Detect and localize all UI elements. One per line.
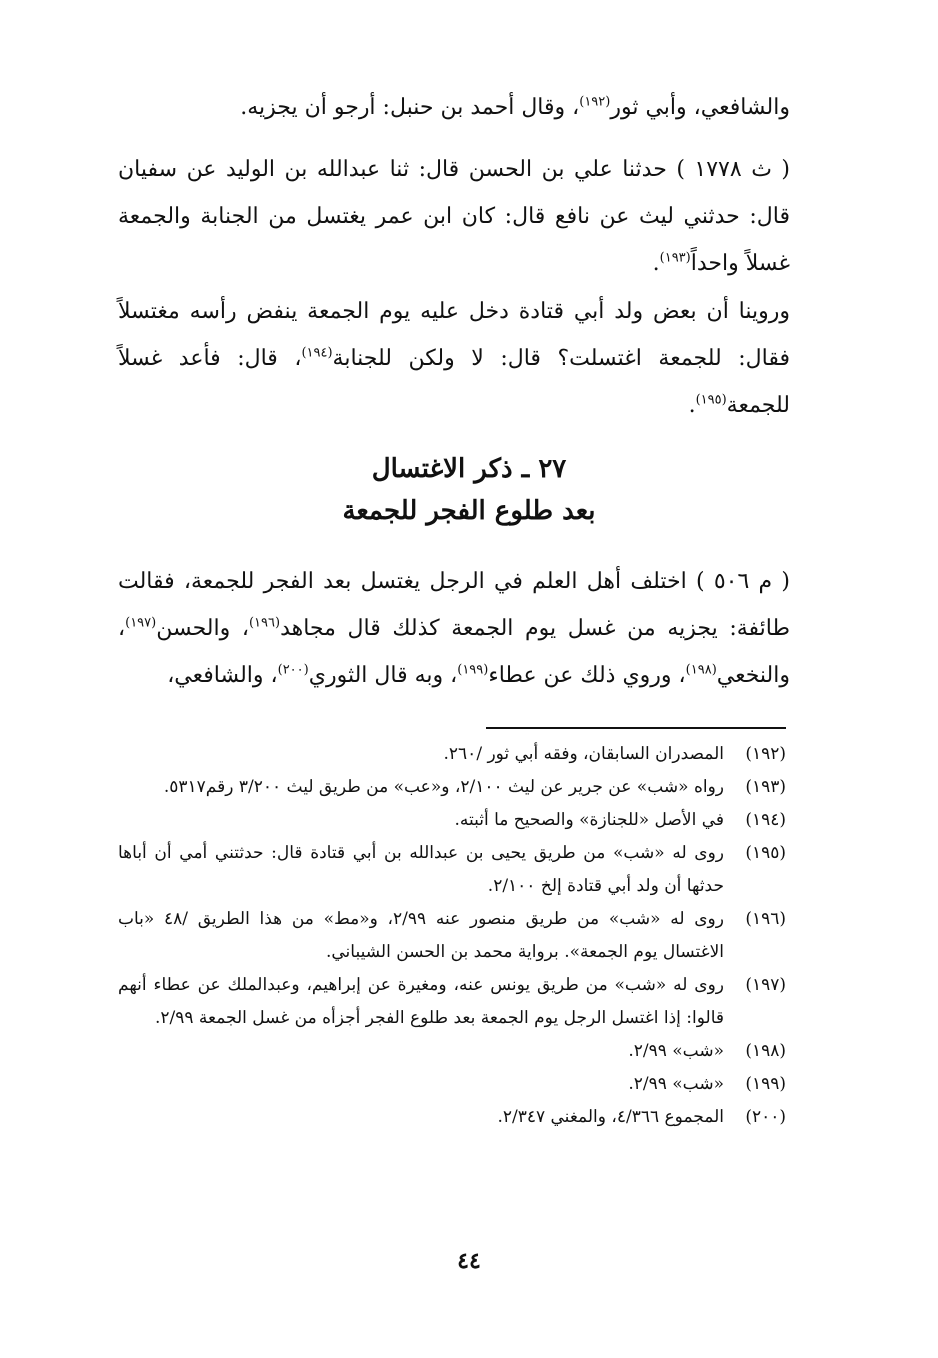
footnote-text: المجموع ٤/٣٦٦، والمغني ٢/٣٤٧. [497,1107,724,1127]
footnote-text: في الأصل «للجنازة» والصحيح ما أثبته. [454,810,724,830]
footnote-text: روى له «شب» من طريق يحيى بن عبدالله بن أبي قتادة قال: حدثتني أمي أن أباها حدثها أن ولد أبي قتادة إلخ ٢/١٠٠. [118,843,724,896]
paragraph-3 [118,288,790,429]
footnote-number: (١٩٧) [745,975,786,995]
footnote-198 [118,1035,786,1068]
footnote-number: (١٩٩) [745,1074,786,1094]
footnote-ref-196[interactable]: (١٩٦) [248,615,281,631]
paragraph-4-text-d: ، وروي ذلك عن عطاء [488,663,686,688]
footnote-199 [118,1068,786,1101]
paragraph-4 [118,558,790,699]
paragraph-4-text-a: ( م ٥٠٦ ) اختلف أهل العلم في الرجل يغتسل بعد الفجر للجمعة، فقالت طائفة: يجزيه من غسل يوم الجمعة كذلك قال مجاهد [118,569,791,641]
footnote-196 [118,903,786,969]
footnote-ref-197[interactable]: (١٩٧) [125,615,157,631]
footnote-193 [118,771,786,804]
footnote-number: (٢٠٠) [745,1107,786,1127]
footnote-text: «شب» ٢/٩٩. [628,1041,724,1061]
footnote-number: (١٩٢) [745,744,786,764]
footnote-ref-194[interactable]: (١٩٤) [301,345,333,361]
paragraph-3-text-c: . [688,393,696,418]
paragraph-2-text-b: . [652,251,660,276]
footnote-text: روى له «شب» من طريق منصور عنه ٢/٩٩، و«مط» من هذا الطريق /٤٨ «باب الاغتسال يوم الجمعة». برواية محمد بن الحسن الشيباني. [118,909,724,962]
footnote-number: (١٩٣) [745,777,786,797]
paragraph-4-text-c: ، والنخعي [118,616,790,688]
footnote-192 [118,738,786,771]
footnote-194 [118,804,786,837]
paragraph-4-text-e: ، وبه قال الثوري [308,663,458,688]
section-heading-line-2: بعد طلوع الفجر للجمعة [342,496,596,526]
footnote-200 [118,1101,786,1134]
footnote-text: رواه «شب» عن جرير عن ليث ٢/١٠٠، و«عب» من طريق ليث ٣/٢٠٠ رقم٥٣١٧. [163,777,724,797]
paragraph-2-text-a: ( ث ١٧٧٨ ) حدثنا علي بن الحسن قال: ثنا عبدالله بن الوليد عن سفيان قال: حدثني ليث عن نافع قال: كان ابن عمر يغتسل من الجنابة والجمعة غسلاً واحداً [118,157,790,276]
footnote-number: (١٩٤) [745,810,786,830]
footnote-number: (١٩٨) [745,1041,786,1061]
paragraph-3-text-a: وروينا أن بعض ولد أبي قتادة دخل عليه يوم الجمعة ينفض رأسه مغتسلاً فقال: للجمعة اغتسلت؟ قال: لا ولكن للجنابة [118,299,790,371]
footnote-divider [486,727,786,729]
footnote-195 [118,837,786,903]
paragraph-1-text-b: ، وقال أحمد بن حنبل: أرجو أن يجزيه. [240,95,580,120]
footnote-text: روى له «شب» من طريق يونس عنه، ومغيرة عن إبراهيم، وعبدالملك عن عطاء أنهم قالوا: إذا اغتسل الرجل يوم الجمعة بعد طلوع الفجر أجزأه من غسل الجمعة ٢/٩٩. [118,975,724,1028]
paragraph-1 [118,84,790,131]
paragraph-4-text-f: ، والشافعي، [167,663,278,688]
paragraph-1-text-a: والشافعي، وأبي ثور [610,95,790,120]
footnote-ref-195[interactable]: (١٩٥) [695,392,727,408]
page-number: ٤٤ [457,1248,481,1274]
section-heading-line-1: ٢٧ ـ ذكر الاغتسال [371,454,567,484]
footnote-number: (١٩٦) [745,909,786,929]
paragraph-2 [118,146,790,287]
footnote-197 [118,969,786,1035]
paragraph-3-text-b: ، قال: فأعد غسلاً للجمعة [118,346,790,418]
footnote-ref-198[interactable]: (١٩٨) [685,662,717,678]
footnote-ref-192[interactable]: (١٩٢) [579,94,611,110]
footnote-number: (١٩٥) [745,843,786,863]
footnote-ref-200[interactable]: (٢٠٠) [277,662,309,678]
footnotes-list [118,738,786,1134]
footnote-ref-193[interactable]: (١٩٣) [659,250,691,266]
section-heading [0,448,938,532]
paragraph-4-text-b: ، والحسن [156,616,249,641]
footnote-text: المصدران السابقان، وفقه أبي ثور /٢٦٠. [443,744,724,764]
footnote-text: «شب» ٢/٩٩. [628,1074,724,1094]
footnote-ref-199[interactable]: (١٩٩) [457,662,489,678]
